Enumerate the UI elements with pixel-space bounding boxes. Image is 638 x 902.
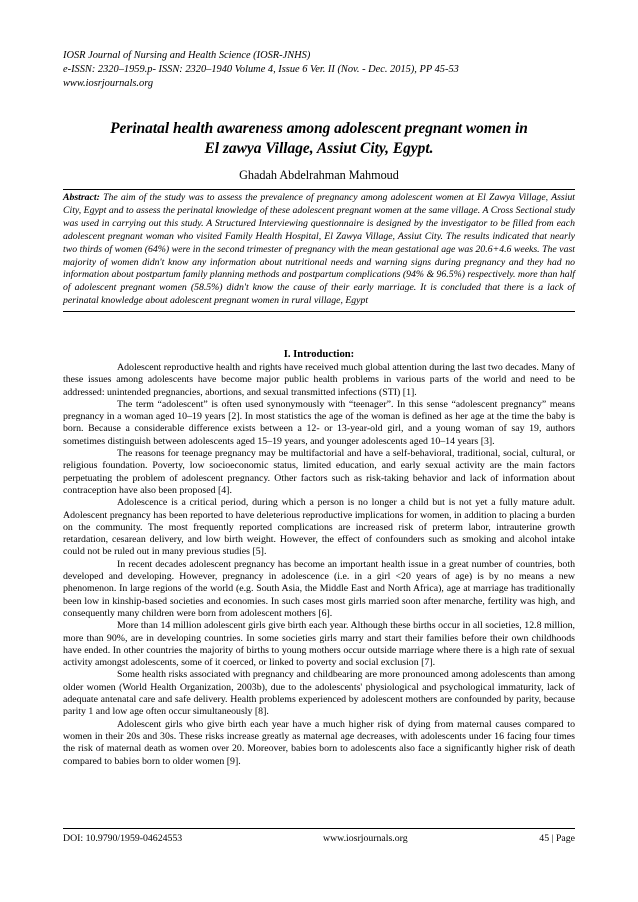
journal-header — [63, 49, 575, 91]
paper-title — [63, 119, 575, 159]
footer-page-number: 45 | Page — [539, 833, 575, 844]
abstract-label: Abstract: — [63, 192, 100, 203]
paragraph: The reasons for teenage pregnancy may be multifactorial and have a self-behavioral, traditional, social, cultural, or religious foundation. Poverty, low socioeconomic status, limited education, and early sexual activity are the main factors perpetuating the problem of adolescent pregnancy. Other factors such as risk-taking behavior and lack of information about contraception have also been proposed [4]. — [63, 448, 575, 496]
introduction-body — [63, 362, 575, 768]
section-heading: I. Introduction: — [283, 349, 355, 360]
author-name: Ghadah Abdelrahman Mahmoud — [239, 168, 399, 182]
paragraph: Adolescence is a critical period, during which a person is no longer a child but is not yet a fully mature adult. Adolescent pregnancy has been reported to have deleterious reproductive implications for women, in addition to placing a burden on the community. The most frequently reported complications are increased risk of preterm labor, intrauterine growth retardation, cesarean delivery, and low birth weight. However, the effect of confounders such as smoking and alcohol intake could not be ruled out in many previous studies [5]. — [63, 497, 575, 558]
journal-issn: e-ISSN: 2320–1959.p- ISSN: 2320–1940 Volume 4, Issue 6 Ver. II (Nov. - Dec. 2015), PP 45-53 — [63, 64, 459, 75]
paper-title-line-2: El zawya Village, Assiut City, Egypt. — [204, 140, 434, 157]
abstract-text: The aim of the study was to assess the prevalence of pregnancy among adolescent women at El Zawya Village, Assiut City, Egypt and to assess the perinatal knowledge of these adolescent pregnant women at the same village. A Cross Sectional study was used in carrying out this study. A Structured Interviewing questionnaire is designed by the investigator to be filled from each adolescent pregnant woman who visited Family Health Hospital, El Zawya Village, Assiut City. The results indicated that nearly two thirds of women (64%) were in the second trimester of pregnancy with the mean gestational age was 20.6+4.6 weeks. The vast majority of women didn't know any information about nutritional needs and warning signs during pregnancy and they had no information about postpartum family planning methods and postpartum complications (94% & 96.5%) respectively. more than half of adolescent pregnant women (58.5%) didn't know the cause of their early marriage. It is concluded that there is a lack of perinatal knowledge about adolescent pregnant women in rural village, Egypt — [63, 192, 575, 307]
journal-name: IOSR Journal of Nursing and Health Science (IOSR-JNHS) — [63, 50, 311, 61]
paragraph: Adolescent girls who give birth each year have a much higher risk of dying from maternal causes compared to women in their 20s and 30s. These risks increase greatly as maternal age decreases, with adolescents under 16 facing four times the risk of maternal death as women over 20. Moreover, babies born to adolescents also face a significantly higher risk of death compared to babies born to older women [9]. — [63, 718, 575, 767]
paper-title-line-1: Perinatal health awareness among adolescent pregnant women in — [110, 120, 528, 137]
paragraph: Adolescent reproductive health and rights have received much global attention during the last two decades. Many of these issues among adolescents have become major public health problems in various parts of the world and need to be addressed: unintended pregnancies, abortions, and sexual transmitted infections (STI) [1]. — [63, 362, 575, 398]
journal-url: www.iosrjournals.org — [63, 78, 154, 89]
paragraph: Some health risks associated with pregnancy and childbearing are more pronounced among adolescents than among older women (World Health Organization, 2003b), due to the adolescents' physiological and psychological immaturity, lack of adequate antenatal care and safe delivery. Health problems experienced by adolescent mothers are confounded by parity, because parity 1 and low age often occur simultaneously [8]. — [63, 669, 575, 718]
footer-url: www.iosrjournals.org — [323, 833, 408, 844]
page-footer — [63, 828, 575, 844]
footer-doi: DOI: 10.9790/1959-04624553 — [63, 833, 183, 844]
paragraph: More than 14 million adolescent girls give birth each year. Although these births occur in all societies, 12.8 million, more than 90%, are in developing countries. In some societies girls marry and start their families before their own childhoods have ended. In other countries the majority of births to young mothers occur outside marriage where there is a high rate of sexual activity amongst adolescents, some of it coerced, or linked to poverty and social exclusion [7]. — [63, 620, 575, 669]
paragraph: The term “adolescent” is often used synonymously with “teenager”. In this sense “adolescent pregnancy” means pregnancy in a woman aged 10–19 years [2]. In most statistics the age of the woman is defined as her age at the time the baby is born. Because a considerable difference exists between a 12- or 13-year-old girl, and a young woman of say 19, authors sometimes distinguish between adolescents aged 15–19 years, and younger adolescents aged 10–14 years [3]. — [63, 398, 575, 447]
abstract — [63, 189, 575, 312]
paragraph: In recent decades adolescent pregnancy has become an important health issue in a great number of countries, both developed and developing. However, pregnancy in adolescence (i.e. in a girl <20 years of age) is by no means a new phenomenon. In large regions of the world (e.g. South Asia, the Middle East and North Africa), age at marriage has traditionally been low in kinship-based societies and economies. In such cases most girls married soon after menarche, fertility was high, and consequently many children were born from adolescent mothers [6]. — [63, 558, 575, 619]
